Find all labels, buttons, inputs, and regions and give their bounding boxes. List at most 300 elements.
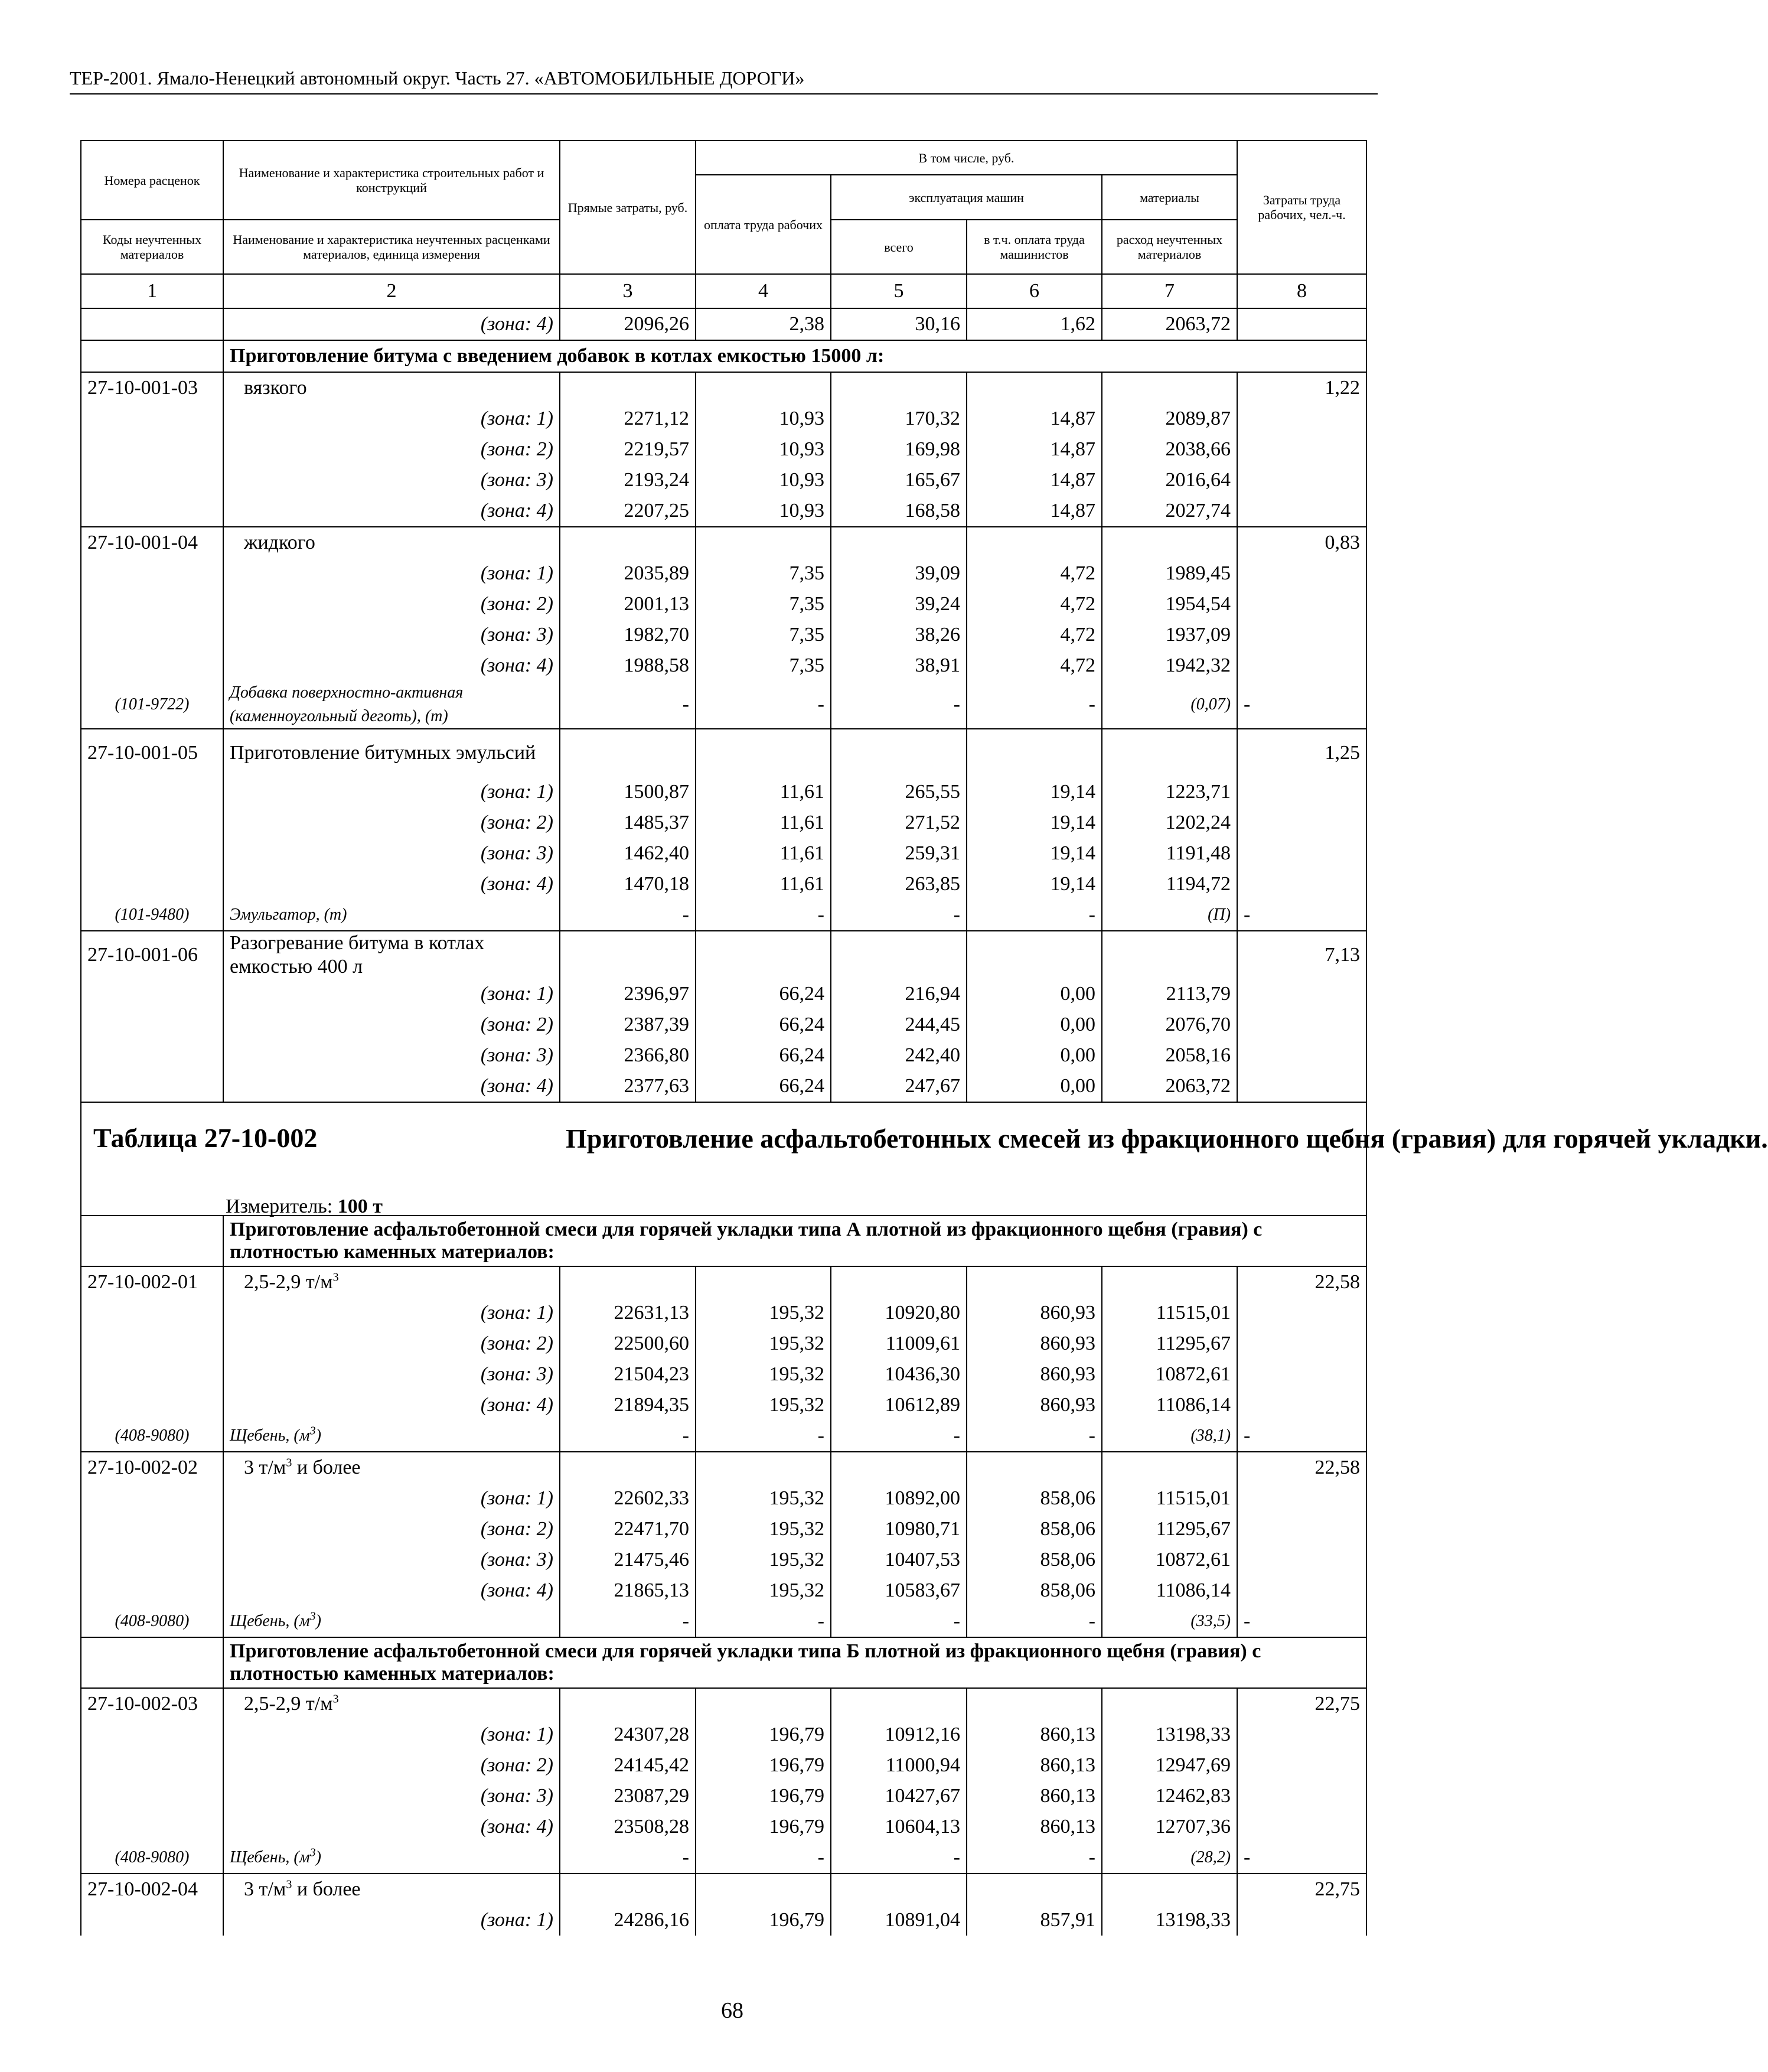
direct-costs-cell: 1500,87 [560, 777, 696, 807]
header-work-name: Наименование и характеристика строительных работ и конструкций [223, 141, 560, 220]
table-row [81, 403, 1366, 434]
machines-total-cell: 10892,00 [831, 1483, 967, 1514]
machinists-pay-cell: 858,06 [967, 1483, 1102, 1514]
dash-cell: - [967, 900, 1102, 931]
page-number: 68 [721, 1998, 743, 2023]
zone-label: (зона: 4) [223, 496, 560, 527]
rate-code: 27-10-002-03 [81, 1688, 223, 1719]
zone-label: (зона: 3) [223, 1359, 560, 1390]
direct-costs-cell: 1462,40 [560, 838, 696, 869]
header-material-usage: расход неучтенных материалов [1102, 220, 1237, 274]
worker-pay-cell: 195,32 [696, 1359, 831, 1390]
worker-pay-cell: 11,61 [696, 807, 831, 838]
machines-total-cell: 10920,80 [831, 1298, 967, 1328]
direct-costs-cell: 1470,18 [560, 869, 696, 900]
worker-pay-cell: 7,35 [696, 620, 831, 650]
machines-total-cell: 10912,16 [831, 1719, 967, 1750]
machinists-pay-cell: 19,14 [967, 807, 1102, 838]
machinists-pay-cell: 860,13 [967, 1719, 1102, 1750]
zone-label: (зона: 2) [223, 1750, 560, 1781]
header-rate-number: Номера расценок [81, 141, 223, 220]
machinists-pay-cell: 19,14 [967, 869, 1102, 900]
table-row [81, 1359, 1366, 1390]
worker-pay-cell: 11,61 [696, 869, 831, 900]
labor-costs-cell: 7,13 [1237, 931, 1366, 979]
direct-costs-cell: 21865,13 [560, 1575, 696, 1606]
direct-costs-cell: 23508,28 [560, 1812, 696, 1842]
machines-total-cell: 10891,04 [831, 1905, 967, 1936]
dash-cell: - [560, 900, 696, 931]
material-usage-cell: (П) [1102, 900, 1237, 931]
table-row [81, 558, 1366, 589]
worker-pay-cell: 196,79 [696, 1719, 831, 1750]
direct-costs-cell: 22602,33 [560, 1483, 696, 1514]
material-name-text: Щебень, (м [230, 1426, 310, 1445]
rate-entry-row [81, 1874, 1366, 1905]
direct-costs-cell: 1982,70 [560, 620, 696, 650]
table-row [81, 869, 1366, 900]
labor-costs-cell: 1,25 [1237, 729, 1366, 777]
header-direct-costs: Прямые затраты, руб. [560, 141, 696, 274]
dash-cell: - [831, 681, 967, 729]
worker-pay-cell: 11,61 [696, 777, 831, 807]
machinists-pay-cell: 857,91 [967, 1905, 1102, 1936]
dash-cell: - [1237, 1421, 1366, 1452]
machines-total-cell: 11009,61 [831, 1328, 967, 1359]
machines-total-cell: 168,58 [831, 496, 967, 527]
table-row [81, 620, 1366, 650]
machines-total-cell: 10436,30 [831, 1359, 967, 1390]
group-heading-row [81, 1637, 1366, 1688]
table-row [81, 1514, 1366, 1545]
direct-costs-cell: 21504,23 [560, 1359, 696, 1390]
group-heading: Приготовление асфальтобетонной смеси для горячей укладки типа Б плотной из фракционного щебня (гравия) с плотностью каменных материалов: [223, 1637, 1366, 1688]
machinists-pay-cell: 0,00 [967, 1009, 1102, 1040]
work-name-text: 3 т/м [244, 1457, 286, 1478]
direct-costs-cell: 23087,29 [560, 1781, 696, 1812]
machines-total-cell: 38,91 [831, 650, 967, 681]
dash-cell: - [560, 1421, 696, 1452]
materials-cell: 13198,33 [1102, 1719, 1237, 1750]
worker-pay-cell: 196,79 [696, 1812, 831, 1842]
material-usage-cell: (0,07) [1102, 681, 1237, 729]
rate-code: 27-10-002-04 [81, 1874, 223, 1905]
materials-cell: 11295,67 [1102, 1328, 1237, 1359]
zone-label: (зона: 1) [223, 1483, 560, 1514]
materials-cell: 10872,61 [1102, 1359, 1237, 1390]
material-code: (408-9080) [81, 1421, 223, 1452]
rate-code: 27-10-001-05 [81, 729, 223, 777]
materials-cell: 12707,36 [1102, 1812, 1237, 1842]
materials-cell: 1954,54 [1102, 589, 1237, 620]
machinists-pay-cell: 1,62 [967, 308, 1102, 340]
rate-code: 27-10-002-02 [81, 1452, 223, 1483]
materials-cell: 2063,72 [1102, 1071, 1237, 1102]
materials-cell: 2076,70 [1102, 1009, 1237, 1040]
machinists-pay-cell: 14,87 [967, 434, 1102, 465]
dash-cell: - [831, 1606, 967, 1637]
machinists-pay-cell: 4,72 [967, 650, 1102, 681]
machinists-pay-cell: 19,14 [967, 777, 1102, 807]
zone-label: (зона: 1) [223, 403, 560, 434]
table-row [81, 1750, 1366, 1781]
machines-total-cell: 247,67 [831, 1071, 967, 1102]
dash-cell: - [967, 681, 1102, 729]
dash-cell: - [696, 681, 831, 729]
table-row [81, 1781, 1366, 1812]
dash-cell: - [560, 681, 696, 729]
direct-costs-cell: 22500,60 [560, 1328, 696, 1359]
machines-total-cell: 259,31 [831, 838, 967, 869]
rate-code: 27-10-002-01 [81, 1266, 223, 1298]
superscript: 3 [332, 1270, 339, 1284]
rate-entry-row [81, 1688, 1366, 1719]
machinists-pay-cell: 4,72 [967, 558, 1102, 589]
material-row [81, 1421, 1366, 1452]
zone-label: (зона: 2) [223, 589, 560, 620]
worker-pay-cell: 195,32 [696, 1575, 831, 1606]
zone-label: (зона: 1) [223, 1719, 560, 1750]
direct-costs-cell: 21475,46 [560, 1545, 696, 1575]
machines-total-cell: 265,55 [831, 777, 967, 807]
dash-cell: - [696, 1842, 831, 1874]
column-number: 8 [1237, 274, 1366, 308]
machinists-pay-cell: 860,93 [967, 1298, 1102, 1328]
table-body [81, 308, 1768, 1936]
machines-total-cell: 169,98 [831, 434, 967, 465]
group-heading-row [81, 1216, 1366, 1266]
zone-label: (зона: 3) [223, 465, 560, 496]
worker-pay-cell: 11,61 [696, 838, 831, 869]
worker-pay-cell: 195,32 [696, 1390, 831, 1421]
machines-total-cell: 10604,13 [831, 1812, 967, 1842]
column-number: 4 [696, 274, 831, 308]
zone-label: (зона: 1) [223, 979, 560, 1009]
material-name-tail: ) [315, 1426, 321, 1445]
work-name [223, 1688, 560, 1719]
zone-label: (зона: 2) [223, 434, 560, 465]
header-labor-costs: Затраты труда рабочих, чел.-ч. [1237, 141, 1366, 274]
worker-pay-cell: 196,79 [696, 1750, 831, 1781]
work-name: Разогревание битума в котлах емкостью 400 л [223, 931, 560, 979]
table-row [81, 1071, 1366, 1102]
materials-cell: 1202,24 [1102, 807, 1237, 838]
materials-cell: 11515,01 [1102, 1483, 1237, 1514]
table-row [81, 434, 1366, 465]
labor-costs-cell: 1,22 [1237, 372, 1366, 403]
dash-cell: - [967, 1421, 1102, 1452]
dash-cell: - [1237, 900, 1366, 931]
materials-cell: 1223,71 [1102, 777, 1237, 807]
worker-pay-cell: 66,24 [696, 1071, 831, 1102]
material-name: Эмульгатор, (т) [223, 900, 560, 931]
direct-costs-cell: 24307,28 [560, 1719, 696, 1750]
material-code: (408-9080) [81, 1606, 223, 1637]
table-row [81, 838, 1366, 869]
machinists-pay-cell: 860,13 [967, 1812, 1102, 1842]
worker-pay-cell: 195,32 [696, 1298, 831, 1328]
table-row [81, 1812, 1366, 1842]
worker-pay-cell: 195,32 [696, 1514, 831, 1545]
table-row [81, 496, 1366, 527]
material-name-text: Щебень, (м [230, 1848, 310, 1866]
machinists-pay-cell: 14,87 [967, 403, 1102, 434]
column-number: 5 [831, 274, 967, 308]
table-header [81, 141, 1366, 308]
table-row [81, 1009, 1366, 1040]
table-row [81, 1328, 1366, 1359]
header-worker-pay: оплата труда рабочих [696, 175, 831, 274]
table-row [81, 589, 1366, 620]
material-row [81, 900, 1366, 931]
table-row [81, 1545, 1366, 1575]
worker-pay-cell: 2,38 [696, 308, 831, 340]
superscript: 3 [332, 1692, 339, 1706]
zone-label: (зона: 4) [223, 308, 560, 340]
material-name-text: Щебень, (м [230, 1612, 310, 1630]
table-row [81, 465, 1366, 496]
zone-label: (зона: 3) [223, 1040, 560, 1071]
machinists-pay-cell: 858,06 [967, 1575, 1102, 1606]
work-name-text: 2,5-2,9 т/м [244, 1271, 333, 1293]
header-machinists-pay: в т.ч. оплата труда машинистов [967, 220, 1102, 274]
direct-costs-cell: 2387,39 [560, 1009, 696, 1040]
labor-costs-cell: 22,75 [1237, 1688, 1366, 1719]
work-name: жидкого [223, 527, 560, 558]
direct-costs-cell: 2377,63 [560, 1071, 696, 1102]
dash-cell: - [831, 900, 967, 931]
worker-pay-cell: 66,24 [696, 1009, 831, 1040]
work-name-text: 3 т/м [244, 1878, 286, 1900]
direct-costs-cell: 21894,35 [560, 1390, 696, 1421]
column-number: 3 [560, 274, 696, 308]
table-row [81, 1298, 1366, 1328]
materials-cell: 2063,72 [1102, 308, 1237, 340]
dash-cell: - [696, 1606, 831, 1637]
machinists-pay-cell: 860,93 [967, 1390, 1102, 1421]
column-number: 7 [1102, 274, 1237, 308]
header-machines: эксплуатация машин [831, 175, 1102, 220]
rate-entry-row [81, 729, 1366, 777]
material-name [223, 1606, 560, 1637]
worker-pay-cell: 195,32 [696, 1483, 831, 1514]
materials-cell: 2058,16 [1102, 1040, 1237, 1071]
rate-entry-row [81, 372, 1366, 403]
rate-code: 27-10-001-04 [81, 527, 223, 558]
machinists-pay-cell: 14,87 [967, 496, 1102, 527]
worker-pay-cell: 7,35 [696, 589, 831, 620]
dash-cell: - [696, 1421, 831, 1452]
material-name: Добавка поверхностно-активная (каменноугольный деготь), (т) [223, 681, 560, 729]
direct-costs-cell: 22471,70 [560, 1514, 696, 1545]
superscript: 3 [286, 1456, 292, 1470]
machines-total-cell: 244,45 [831, 1009, 967, 1040]
machines-total-cell: 10427,67 [831, 1781, 967, 1812]
table-row [81, 650, 1366, 681]
superscript: 3 [286, 1878, 292, 1891]
direct-costs-cell: 2207,25 [560, 496, 696, 527]
rate-entry-row [81, 931, 1366, 979]
labor-costs-cell: 22,58 [1237, 1452, 1366, 1483]
zone-label: (зона: 4) [223, 1071, 560, 1102]
materials-cell: 1989,45 [1102, 558, 1237, 589]
materials-cell: 1942,32 [1102, 650, 1237, 681]
direct-costs-cell: 1485,37 [560, 807, 696, 838]
work-name [223, 1452, 560, 1483]
machinists-pay-cell: 0,00 [967, 1040, 1102, 1071]
header-column-numbers [81, 274, 1366, 308]
material-name [223, 1421, 560, 1452]
labor-costs-cell: 22,75 [1237, 1874, 1366, 1905]
header-material-codes: Коды неучтенных материалов [81, 220, 223, 274]
worker-pay-cell: 196,79 [696, 1781, 831, 1812]
materials-cell: 11086,14 [1102, 1575, 1237, 1606]
materials-cell: 2027,74 [1102, 496, 1237, 527]
table-row [81, 1483, 1366, 1514]
rate-entry-row [81, 527, 1366, 558]
direct-costs-cell: 2366,80 [560, 1040, 696, 1071]
worker-pay-cell: 66,24 [696, 979, 831, 1009]
labor-costs-cell: 22,58 [1237, 1266, 1366, 1298]
machines-total-cell: 39,24 [831, 589, 967, 620]
material-row [81, 1606, 1366, 1637]
materials-cell: 1937,09 [1102, 620, 1237, 650]
machines-total-cell: 165,67 [831, 465, 967, 496]
dash-cell: - [1237, 1842, 1366, 1874]
superscript: 3 [309, 1424, 316, 1438]
worker-pay-cell: 196,79 [696, 1905, 831, 1936]
header-materials: материалы [1102, 175, 1237, 220]
superscript: 3 [309, 1846, 316, 1859]
materials-cell: 10872,61 [1102, 1545, 1237, 1575]
direct-costs-cell: 2396,97 [560, 979, 696, 1009]
group-heading: Приготовление битума с введением добавок в котлах емкостью 15000 л: [223, 340, 1366, 372]
material-name [223, 1842, 560, 1874]
machines-total-cell: 263,85 [831, 869, 967, 900]
dash-cell: - [1237, 681, 1366, 729]
work-name-text: 2,5-2,9 т/м [244, 1693, 333, 1715]
machines-total-cell: 10583,67 [831, 1575, 967, 1606]
direct-costs-cell: 2193,24 [560, 465, 696, 496]
machines-total-cell: 10612,89 [831, 1390, 967, 1421]
worker-pay-cell: 195,32 [696, 1328, 831, 1359]
header-machines-total: всего [831, 220, 967, 274]
zone-label: (зона: 3) [223, 620, 560, 650]
unit-value: 100 т [337, 1195, 383, 1217]
work-name-tail: и более [292, 1457, 361, 1478]
zone-label: (зона: 3) [223, 838, 560, 869]
rate-code: 27-10-001-03 [81, 372, 223, 403]
dash-cell: - [1237, 1606, 1366, 1637]
zone-label: (зона: 2) [223, 1328, 560, 1359]
dash-cell: - [696, 900, 831, 931]
materials-cell: 2038,66 [1102, 434, 1237, 465]
rates-table [80, 140, 1768, 1936]
material-usage-cell: (28,2) [1102, 1842, 1237, 1874]
machines-total-cell: 170,32 [831, 403, 967, 434]
zone-label: (зона: 4) [223, 869, 560, 900]
table-row [81, 1905, 1366, 1936]
machinists-pay-cell: 4,72 [967, 589, 1102, 620]
worker-pay-cell: 10,93 [696, 465, 831, 496]
materials-cell: 2016,64 [1102, 465, 1237, 496]
machines-total-cell: 271,52 [831, 807, 967, 838]
machinists-pay-cell: 0,00 [967, 979, 1102, 1009]
direct-costs-cell: 24286,16 [560, 1905, 696, 1936]
table-title: Приготовление асфальтобетонных смесей из фракционного щебня (гравия) для горячей укладки. [566, 1123, 1768, 1154]
zone-label: (зона: 1) [223, 558, 560, 589]
material-name-tail: ) [315, 1612, 321, 1630]
machines-total-cell: 10980,71 [831, 1514, 967, 1545]
machines-total-cell: 39,09 [831, 558, 967, 589]
direct-costs-cell: 2001,13 [560, 589, 696, 620]
material-code: (408-9080) [81, 1842, 223, 1874]
worker-pay-cell: 10,93 [696, 403, 831, 434]
table-row [81, 777, 1366, 807]
running-head: ТЕР-2001. Ямало-Ненецкий автономный округ. Часть 27. «АВТОМОБИЛЬНЫЕ ДОРОГИ» [70, 66, 1378, 95]
direct-costs-cell: 2035,89 [560, 558, 696, 589]
machinists-pay-cell: 860,13 [967, 1781, 1102, 1812]
machinists-pay-cell: 19,14 [967, 838, 1102, 869]
materials-cell: 11086,14 [1102, 1390, 1237, 1421]
unit-label: Измеритель: [226, 1195, 333, 1217]
zone-label: (зона: 3) [223, 1781, 560, 1812]
table-title-row [81, 1102, 1366, 1216]
materials-cell: 2113,79 [1102, 979, 1237, 1009]
materials-cell: 12947,69 [1102, 1750, 1237, 1781]
machinists-pay-cell: 0,00 [967, 1071, 1102, 1102]
materials-cell: 11295,67 [1102, 1514, 1237, 1545]
machines-total-cell: 38,26 [831, 620, 967, 650]
worker-pay-cell: 7,35 [696, 650, 831, 681]
direct-costs-cell: 1988,58 [560, 650, 696, 681]
zone-label: (зона: 1) [223, 777, 560, 807]
machinists-pay-cell: 858,06 [967, 1545, 1102, 1575]
work-name: Приготовление битумных эмульсий [223, 729, 560, 777]
zone-label: (зона: 2) [223, 1514, 560, 1545]
direct-costs-cell: 24145,42 [560, 1750, 696, 1781]
superscript: 3 [309, 1610, 316, 1623]
material-row [81, 1842, 1366, 1874]
zone-label: (зона: 2) [223, 1009, 560, 1040]
zone-label: (зона: 2) [223, 807, 560, 838]
worker-pay-cell: 195,32 [696, 1545, 831, 1575]
table-row [81, 1040, 1366, 1071]
material-usage-cell: (38,1) [1102, 1421, 1237, 1452]
zone-label: (зона: 4) [223, 1812, 560, 1842]
table-row [81, 308, 1366, 340]
machinists-pay-cell: 860,93 [967, 1359, 1102, 1390]
material-usage-cell: (33,5) [1102, 1606, 1237, 1637]
machines-total-cell: 10407,53 [831, 1545, 967, 1575]
rate-entry-row [81, 1266, 1366, 1298]
machines-total-cell: 216,94 [831, 979, 967, 1009]
column-number: 2 [223, 274, 560, 308]
dash-cell: - [560, 1606, 696, 1637]
column-number: 6 [967, 274, 1102, 308]
materials-cell: 1191,48 [1102, 838, 1237, 869]
rate-entry-row [81, 1452, 1366, 1483]
machines-total-cell: 30,16 [831, 308, 967, 340]
direct-costs-cell: 22631,13 [560, 1298, 696, 1328]
column-number: 1 [81, 274, 223, 308]
header-material-names: Наименование и характеристика неучтенных расценками материалов, единица измерения [223, 220, 560, 274]
direct-costs-cell: 2271,12 [560, 403, 696, 434]
dash-cell: - [967, 1842, 1102, 1874]
zone-label: (зона: 4) [223, 1390, 560, 1421]
zone-label: (зона: 1) [223, 1905, 560, 1936]
work-name-tail: и более [292, 1878, 361, 1900]
